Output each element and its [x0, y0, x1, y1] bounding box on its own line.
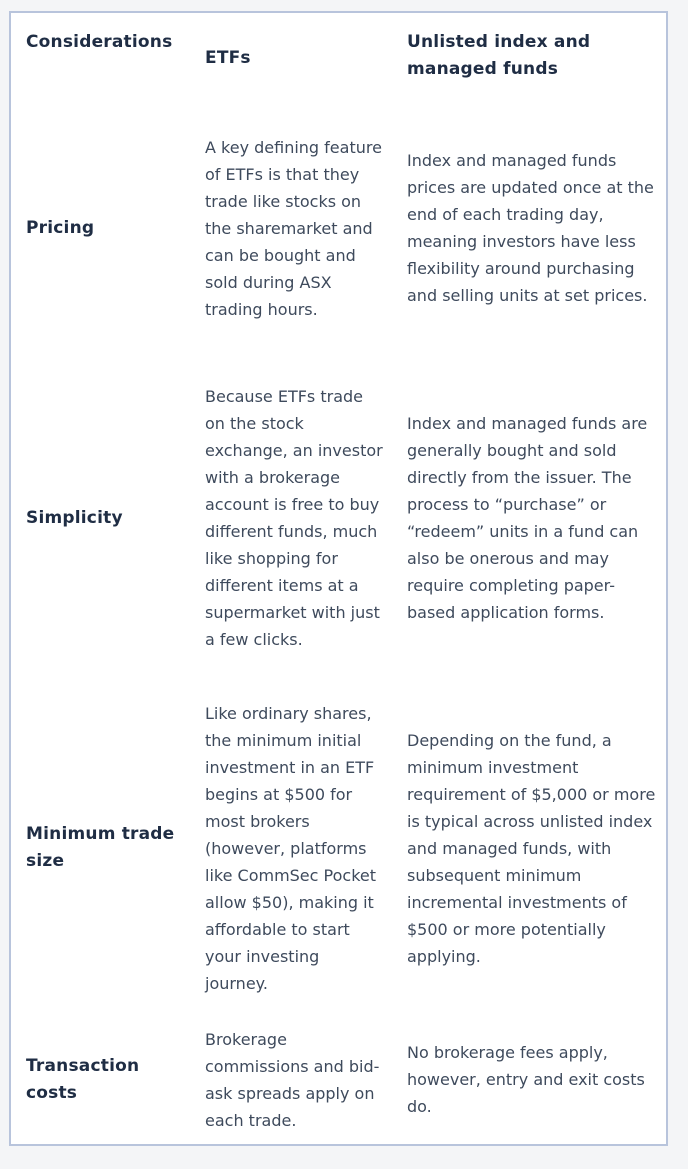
header-considerations: Considerations — [26, 32, 173, 52]
row-label-pricing: Pricing — [26, 217, 95, 238]
table-row — [11, 1013, 666, 1146]
table-row — [11, 353, 666, 683]
etfs-cell: Brokerage commissions and bid-ask spreads apply on each trade. — [205, 1029, 380, 1130]
unlisted-cell: No brokerage fees apply, however, entry and exit costs do. — [407, 1043, 645, 1116]
header-etfs: ETFs — [205, 47, 251, 68]
comparison-table — [11, 13, 666, 1146]
etfs-cell: A key defining feature of ETFs is that they trade like stocks on the sharemarket and can be bought and sold during ASX trading hours. — [205, 137, 382, 319]
row-label-transaction-costs: Transaction costs — [26, 1055, 140, 1103]
etfs-cell: Like ordinary shares, the minimum initial investment in an ETF begins at $500 for most brokers (however, platforms like CommSec Pocket allow $50), making it affordable to start your investing journey. — [205, 703, 377, 993]
header-unlisted-funds: Unlisted index and managed funds — [407, 32, 591, 79]
row-label-simplicity: Simplicity — [26, 507, 123, 528]
table-row — [11, 103, 666, 353]
table-row — [11, 683, 666, 1013]
table-header-row — [11, 13, 666, 103]
etfs-cell: Because ETFs trade on the stock exchange, an investor with a brokerage account is free to buy different funds, much like shopping for different items at a supermarket with just a few clicks. — [205, 387, 383, 649]
unlisted-cell: Index and managed funds are generally bought and sold directly from the issuer. The process to “purchase” or “redeem” units in a fund can also be onerous and may require completing paper-based application forms. — [407, 414, 648, 622]
unlisted-cell: Index and managed funds prices are updated once at the end of each trading day, meaning investors have less flexibility around purchasing and selling units at set prices. — [407, 151, 654, 305]
comparison-table-card — [9, 11, 668, 1146]
row-label-minimum-trade-size: Minimum trade size — [26, 824, 175, 871]
unlisted-cell: Depending on the fund, a minimum investment requirement of $5,000 or more is typical across unlisted index and managed funds, with subsequent minimum incremental investments of $500 or more potentially applying. — [407, 730, 656, 966]
